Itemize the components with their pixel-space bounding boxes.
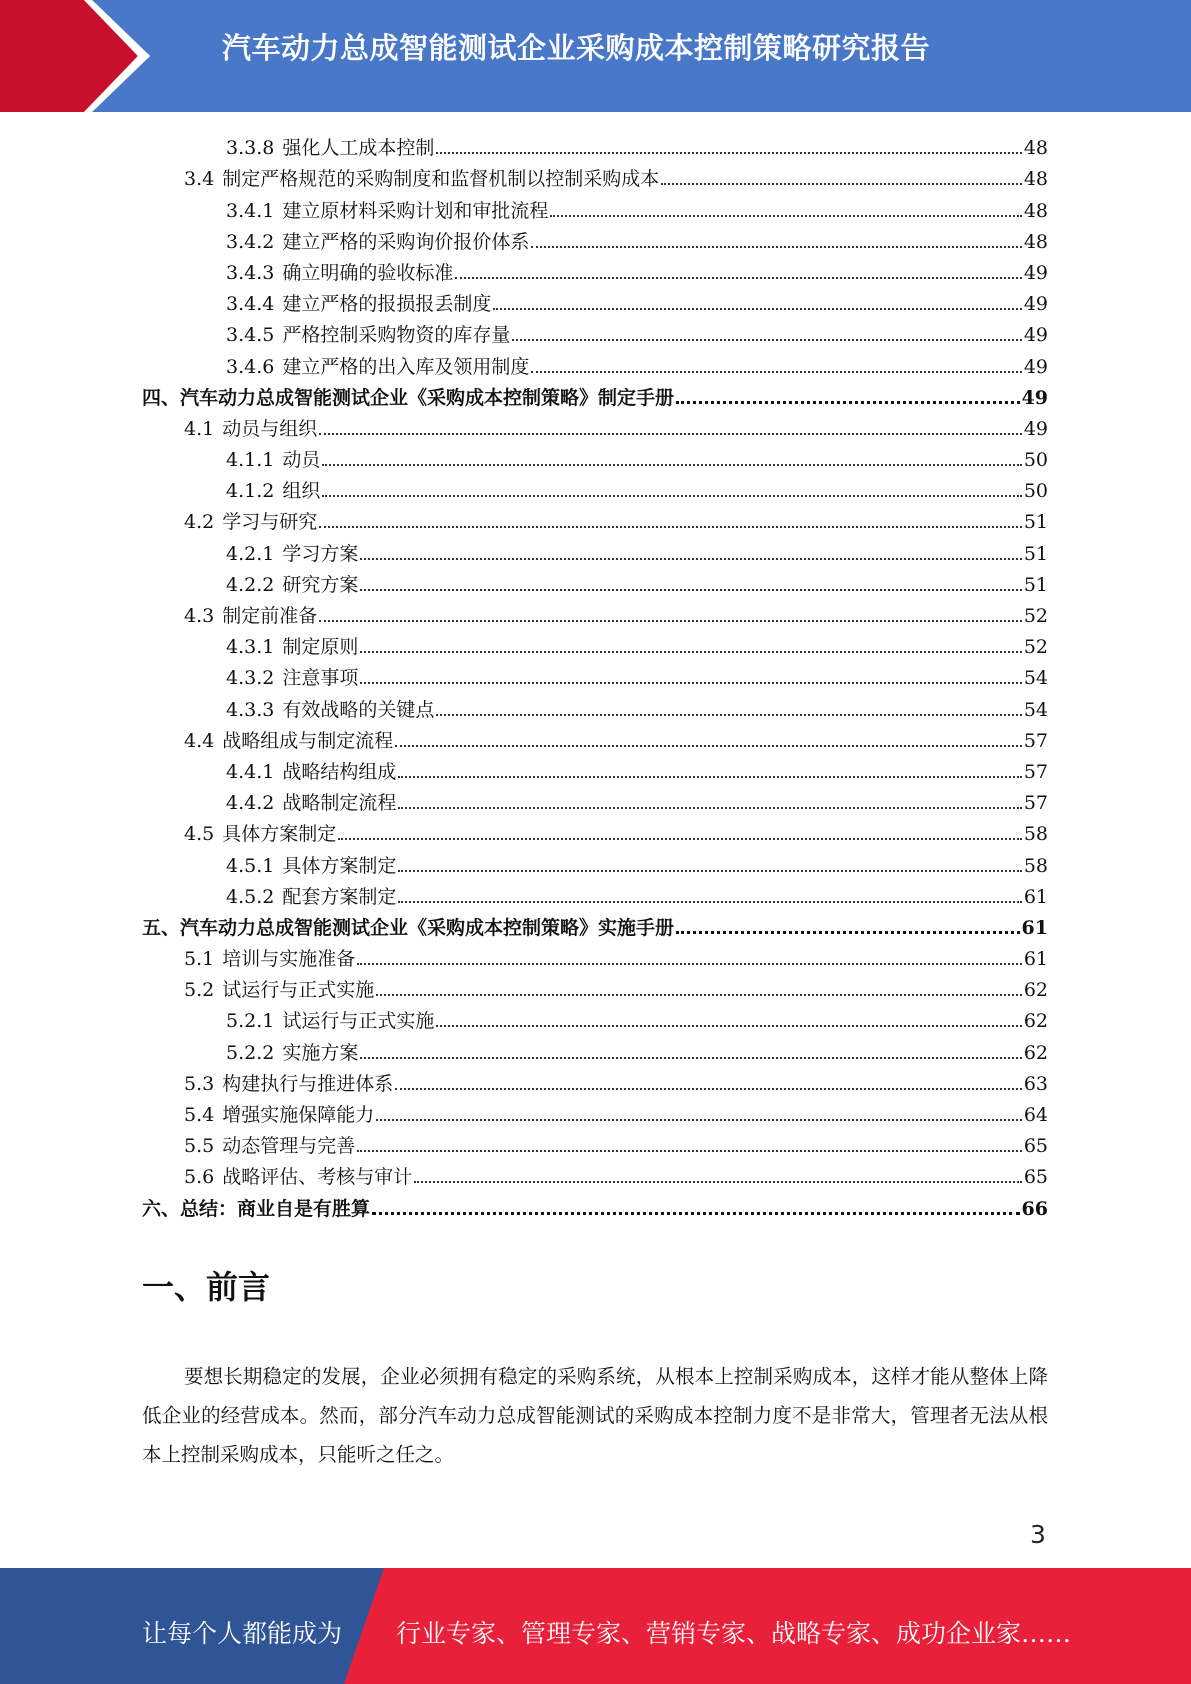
toc-entry[interactable] [142, 877, 1048, 908]
toc-entry-title: 有效战略的关键点 [282, 698, 435, 721]
toc-entry-title: 五、汽车动力总成智能测试企业《采购成本控制策略》实施手册 [142, 916, 675, 939]
toc-entry-page: 66 [1021, 1197, 1048, 1220]
toc-dot-leader [512, 339, 1021, 341]
toc-entry[interactable] [142, 128, 1048, 159]
toc-entry-title: 制定严格规范的采购制度和监督机制以控制采购成本 [222, 168, 660, 191]
toc-entry[interactable] [142, 1001, 1048, 1032]
toc-entry-page: 61 [1023, 948, 1048, 971]
toc-dot-leader [338, 838, 1022, 840]
toc-entry-page: 62 [1023, 1010, 1048, 1033]
toc-entry-title: 实施方案 [282, 1041, 359, 1064]
toc-dot-leader [360, 651, 1021, 653]
toc-entry[interactable] [142, 533, 1048, 564]
toc-dot-leader [436, 714, 1021, 716]
toc-entry-number: 3.4.3 [226, 261, 275, 284]
toc-entry[interactable] [142, 253, 1048, 284]
toc-entry-number: 3.4.5 [226, 324, 275, 347]
page-number: 3 [1030, 1520, 1046, 1549]
toc-entry-page: 51 [1023, 573, 1048, 596]
toc-entry-number: 5.1 [184, 948, 215, 971]
toc-entry-title: 确立明确的验收标准 [282, 261, 454, 284]
toc-entry-title: 四、汽车动力总成智能测试企业《采购成本控制策略》制定手册 [142, 386, 675, 409]
toc-dot-leader [398, 807, 1021, 809]
toc-entry-page: 51 [1023, 542, 1048, 565]
toc-entry-title: 强化人工成本控制 [282, 137, 435, 160]
toc-entry-page: 61 [1021, 916, 1048, 939]
toc-entry-title: 建立严格的报损报丢制度 [282, 293, 492, 316]
toc-entry-page: 49 [1021, 386, 1048, 409]
toc-dot-leader [360, 558, 1021, 560]
toc-entry-number: 5.6 [184, 1166, 215, 1189]
toc-entry-title: 试运行与正式实施 [282, 1010, 435, 1033]
toc-entry[interactable] [142, 721, 1048, 752]
table-of-contents [142, 128, 1048, 1220]
toc-entry-title: 研究方案 [282, 573, 359, 596]
toc-dot-leader [372, 1212, 1020, 1215]
toc-entry-title: 六、总结：商业自是有胜算 [142, 1197, 371, 1220]
toc-entry-number: 3.4 [184, 168, 215, 191]
toc-entry[interactable] [142, 190, 1048, 221]
toc-entry-number: 4.2 [184, 511, 215, 534]
toc-entry[interactable] [142, 378, 1048, 409]
toc-dot-leader [395, 1088, 1022, 1090]
toc-entry-page: 58 [1023, 823, 1048, 846]
toc-dot-leader [676, 401, 1020, 404]
toc-entry-title: 建立严格的出入库及领用制度 [282, 355, 530, 378]
toc-entry[interactable] [142, 1126, 1048, 1157]
toc-entry[interactable] [142, 908, 1048, 939]
toc-entry-page: 65 [1023, 1166, 1048, 1189]
toc-dot-leader [398, 901, 1021, 903]
toc-entry-page: 58 [1023, 854, 1048, 877]
toc-entry-title: 建立原材料采购计划和审批流程 [282, 199, 549, 222]
toc-entry[interactable] [142, 814, 1048, 845]
toc-entry-number: 5.5 [184, 1135, 215, 1158]
footer-slogan: 让每个人都能成为 [142, 1619, 343, 1648]
toc-entry-number: 5.2.2 [226, 1041, 275, 1064]
toc-entry-title: 具体方案制定 [282, 854, 397, 877]
toc-dot-leader [395, 745, 1022, 747]
toc-entry-page: 64 [1023, 1104, 1048, 1126]
toc-entry-number: 4.1.1 [226, 449, 275, 472]
toc-entry[interactable] [142, 284, 1048, 315]
toc-entry-number: 5.2.1 [226, 1010, 275, 1033]
toc-entry-number: 4.2.1 [226, 542, 275, 565]
toc-entry-title: 具体方案制定 [222, 823, 337, 846]
toc-entry-title: 试运行与正式实施 [222, 979, 375, 1002]
toc-entry-title: 学习方案 [282, 542, 359, 565]
toc-entry-page: 49 [1023, 324, 1048, 347]
toc-entry[interactable] [142, 1064, 1048, 1095]
toc-entry[interactable] [142, 1095, 1048, 1126]
toc-dot-leader [436, 152, 1021, 154]
toc-entry[interactable] [142, 1188, 1048, 1219]
toc-entry[interactable] [142, 939, 1048, 970]
toc-entry-page: 49 [1023, 355, 1048, 378]
toc-entry[interactable] [142, 315, 1048, 346]
toc-dot-leader [319, 433, 1022, 435]
toc-entry-page: 52 [1023, 636, 1048, 659]
toc-entry-page: 48 [1023, 230, 1048, 253]
toc-entry-number: 4.3.2 [226, 667, 275, 690]
toc-dot-leader [414, 1181, 1022, 1183]
section-heading: 一、前言 [142, 1268, 271, 1306]
toc-entry-page: 49 [1023, 293, 1048, 316]
toc-entry-page: 51 [1023, 511, 1048, 534]
toc-dot-leader [398, 870, 1021, 872]
toc-dot-leader [360, 1057, 1021, 1059]
toc-entry-page: 54 [1023, 667, 1048, 690]
toc-entry[interactable] [142, 596, 1048, 627]
toc-entry-page: 65 [1023, 1135, 1048, 1158]
toc-entry-number: 4.3.1 [226, 636, 275, 659]
toc-entry-page: 48 [1023, 199, 1048, 222]
toc-entry[interactable] [142, 159, 1048, 190]
toc-entry-page: 62 [1023, 979, 1048, 1002]
toc-entry-page: 54 [1023, 698, 1048, 721]
toc-dot-leader [376, 994, 1022, 996]
toc-entry-number: 4.4.2 [226, 792, 275, 815]
toc-entry[interactable] [142, 409, 1048, 440]
toc-entry-title: 配套方案制定 [282, 885, 397, 908]
toc-entry-title: 学习与研究 [222, 511, 318, 534]
toc-dot-leader [322, 464, 1021, 466]
toc-entry[interactable] [142, 1157, 1048, 1188]
toc-entry-title: 战略制定流程 [282, 792, 397, 815]
toc-dot-leader [357, 1150, 1022, 1152]
toc-entry[interactable] [142, 471, 1048, 502]
toc-entry-page: 50 [1023, 449, 1048, 472]
toc-dot-leader [322, 495, 1021, 497]
body-paragraph: 要想长期稳定的发展，企业必须拥有稳定的采购系统，从根本上控制采购成本，这样才能从整体上降低企业的经营成本。然而，部分汽车动力总成智能测试的采购成本控制力度不是非常大，管理者无法从根本上控制采购成本，只能听之任之。 [142, 1365, 1048, 1466]
toc-entry[interactable] [142, 440, 1048, 471]
toc-entry[interactable] [142, 565, 1048, 596]
toc-dot-leader [376, 1119, 1022, 1121]
toc-entry-number: 3.4.6 [226, 355, 275, 378]
toc-entry-number: 3.3.8 [226, 137, 275, 160]
toc-entry-title: 动员与组织 [222, 417, 318, 440]
toc-entry[interactable] [142, 658, 1048, 689]
toc-dot-leader [531, 371, 1021, 373]
toc-dot-leader [550, 215, 1021, 217]
toc-entry-page: 57 [1023, 729, 1048, 752]
toc-entry[interactable] [142, 752, 1048, 783]
toc-entry[interactable] [142, 845, 1048, 876]
toc-entry-number: 4.4.1 [226, 760, 275, 783]
toc-entry[interactable] [142, 783, 1048, 814]
toc-entry-number: 3.4.1 [226, 199, 275, 222]
toc-entry-number: 5.4 [184, 1104, 215, 1126]
toc-dot-leader [531, 246, 1021, 248]
toc-entry-number: 4.5.1 [226, 854, 275, 877]
toc-entry[interactable] [142, 222, 1048, 253]
toc-entry[interactable] [142, 689, 1048, 720]
footer-roles: 行业专家、管理专家、营销专家、战略专家、成功企业家…… [396, 1619, 1072, 1648]
toc-entry-page: 61 [1023, 885, 1048, 908]
toc-entry-number: 4.3 [184, 605, 215, 627]
toc-dot-leader [661, 183, 1022, 185]
toc-dot-leader [360, 589, 1021, 591]
toc-entry-number: 3.4.2 [226, 230, 275, 253]
toc-entry-title: 注意事项 [282, 667, 359, 690]
toc-entry-number: 4.1 [184, 417, 215, 440]
toc-dot-leader [676, 931, 1020, 934]
toc-entry-page: 49 [1023, 417, 1048, 440]
toc-entry-page: 52 [1023, 605, 1048, 627]
toc-dot-leader [436, 1025, 1021, 1027]
toc-entry-page: 48 [1023, 168, 1048, 191]
toc-dot-leader [455, 277, 1021, 279]
toc-entry-number: 4.5.2 [226, 885, 275, 908]
page-footer [0, 1568, 1191, 1684]
toc-dot-leader [319, 620, 1022, 622]
toc-entry[interactable] [142, 627, 1048, 658]
toc-entry-title: 战略结构组成 [282, 760, 397, 783]
toc-entry-page: 62 [1023, 1041, 1048, 1064]
toc-entry-title: 增强实施保障能力 [222, 1104, 375, 1126]
toc-entry-page: 49 [1023, 261, 1048, 284]
toc-entry-title: 培训与实施准备 [222, 948, 356, 971]
toc-entry-number: 4.5 [184, 823, 215, 846]
toc-entry-number: 5.3 [184, 1072, 215, 1095]
toc-entry[interactable] [142, 1032, 1048, 1063]
toc-entry-title: 动态管理与完善 [222, 1135, 356, 1158]
toc-entry-page: 50 [1023, 480, 1048, 503]
toc-entry-number: 4.3.3 [226, 698, 275, 721]
toc-dot-leader [357, 963, 1022, 965]
toc-entry[interactable] [142, 502, 1048, 533]
toc-entry[interactable] [142, 970, 1048, 1001]
toc-entry-page: 57 [1023, 792, 1048, 815]
toc-entry-page: 63 [1023, 1072, 1048, 1095]
page-header [0, 0, 1191, 112]
toc-entry-title: 战略组成与制定流程 [222, 729, 394, 752]
toc-entry-title: 战略评估、考核与审计 [222, 1166, 413, 1189]
toc-entry-title: 制定前准备 [222, 605, 318, 627]
toc-dot-leader [493, 308, 1021, 310]
toc-dot-leader [398, 776, 1021, 778]
toc-entry-number: 4.2.2 [226, 573, 275, 596]
header-title: 汽车动力总成智能测试企业采购成本控制策略研究报告 [222, 31, 931, 65]
toc-entry-title: 构建执行与推进体系 [222, 1072, 394, 1095]
toc-entry-page: 57 [1023, 760, 1048, 783]
toc-dot-leader [319, 526, 1022, 528]
toc-entry-number: 4.1.2 [226, 480, 275, 503]
toc-entry-title: 严格控制采购物资的库存量 [282, 324, 511, 347]
toc-entry-title: 组织 [282, 480, 321, 503]
toc-entry-number: 4.4 [184, 729, 215, 752]
toc-entry-page: 48 [1023, 137, 1048, 160]
toc-entry-number: 5.2 [184, 979, 215, 1002]
toc-entry[interactable] [142, 346, 1048, 377]
toc-entry-number: 3.4.4 [226, 293, 275, 316]
toc-entry-title: 制定原则 [282, 636, 359, 659]
toc-entry-title: 动员 [282, 449, 321, 472]
toc-entry-title: 建立严格的采购询价报价体系 [282, 230, 530, 253]
toc-dot-leader [360, 682, 1021, 684]
